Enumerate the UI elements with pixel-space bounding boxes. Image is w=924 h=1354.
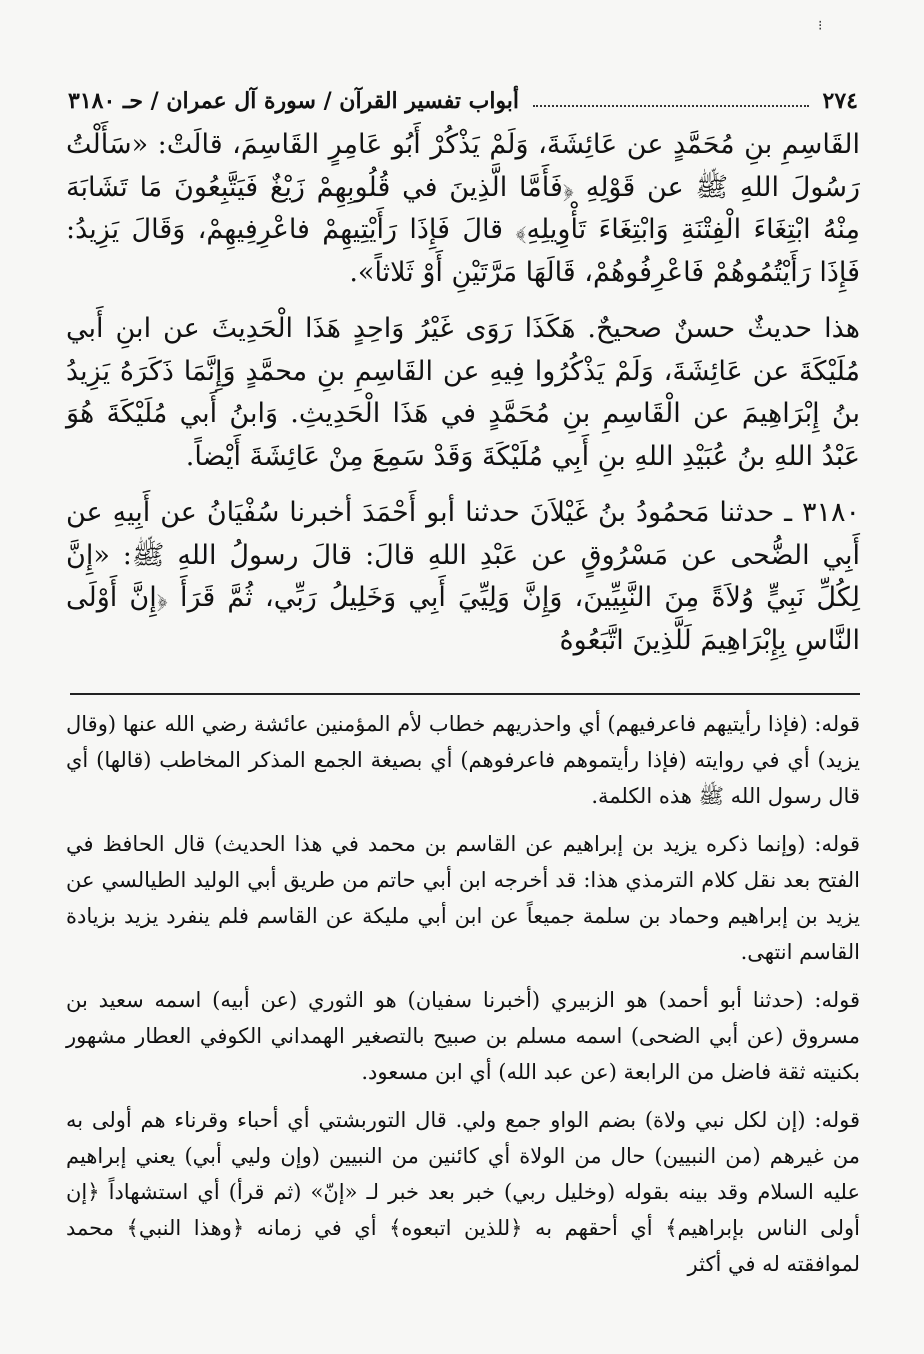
hadith-paragraph: هذا حديثٌ حسنٌ صحيحٌ. هَكَذَا رَوَى غَيْرُ وَاحِدٍ هَذَا الْحَدِيثَ عن ابنِ أَبي مُلَيْكَةَ عن عَائِشَةَ، وَلَمْ يَذْكُرُوا فِيهِ عن القَاسِمِ بنِ محمَّدٍ وَإِنَّمَا ذَكَرَهُ يَزِيدُ بنُ إِبْرَاهِيمَ عن الْقَاسِمِ بنِ مُحَمَّدٍ في هَذَا الْحَدِيثِ. وَابنُ أَبي مُلَيْكَةَ هُوَ عَبْدُ اللهِ بنُ عُبَيْدِ اللهِ بنِ أَبِي مُلَيْكَةَ وَقَدْ سَمِعَ مِنْ عَائِشَةَ أَيْضاً. <box>66 313 860 472</box>
running-header <box>68 84 858 118</box>
footnote-separator <box>70 693 860 695</box>
hadith-paragraph: القَاسِمِ بنِ مُحَمَّدٍ عن عَائِشَةَ، وَلَمْ يَذْكُرْ أَبُو عَامِرٍ القَاسِمَ، قالَتْ: «سَأَلْتُ رَسُولَ اللهِ ﷺ عن قَوْلِهِ ﴿فَأَمَّا الَّذِينَ في قُلُوبِهِمْ زَيْغٌ فَيَتَّبِعُونَ مَا تَشَابَهَ مِنْهُ ابْتِغَاءَ الْفِتْنَةِ وَابْتِغَاءَ تَأْوِيلِهِ﴾ قالَ فَإِذَا رَأَيْتِيهِمْ فاعْرِفِيهِمْ، وَقَالَ يَزِيدُ: فَإِذَا رَأَيْتُمُوهُمْ فَاعْرِفُوهُمْ، قَالَهَا مَرَّتَيْنِ أَوْ ثَلاثاً». <box>66 129 860 288</box>
header-dotted-leader <box>533 105 809 107</box>
commentary-note: قوله: (فإذا رأيتيهم فاعرفيهم) أي واحذريهم خطاب لأم المؤمنين عائشة رضي الله عنها (وقال يزيد) أي في روايته (فإذا رأيتموهم فاعرفوهم) أي بصيغة الجمع المذكر المخاطب (قالها) أي قال رسول الله ﷺ هذه الكلمة. <box>66 712 860 808</box>
running-title: أبواب تفسير القرآن / سورة آل عمران / حـ ٣١٨٠ <box>68 88 520 114</box>
commentary-note: قوله: (حدثنا أبو أحمد) هو الزبيري (أخبرنا سفيان) هو الثوري (عن أبيه) اسمه سعيد بن مسروق (عن أبي الضحى) اسمه مسلم بن صبيح بالتصغير الهمداني الكوفي العطار مشهور بكنيته ثقة فاضل من الرابعة (عن عبد الله) أي ابن مسعود. <box>66 988 860 1084</box>
page-number: ٢٧٤ <box>822 88 858 114</box>
page-corner-mark: ⁝ <box>818 18 823 34</box>
commentary-note: قوله: (إن لكل نبي ولاة) بضم الواو جمع ولي. قال التوربشتي أي أحباء وقرناء هم أولى به من غيرهم (من النبيين) حال من الولاة أي كائنين من النبيين (وإن وليي أبي) يعني إبراهيم عليه السلام وقد بينه بقوله (وخليل ربي) خبر بعد خبر لـ «إنّ» (ثم قرأ) أي استشهاداً ﴿إن أولى الناس بإبراهيم﴾ أي أحقهم به ﴿للذين اتبعوه﴾ أي في زمانه ﴿وهذا النبي﴾ محمد لموافقته له في أكثر <box>66 1108 860 1276</box>
commentary-note: قوله: (وإنما ذكره يزيد بن إبراهيم عن القاسم بن محمد في هذا الحديث) قال الحافظ في الفتح بعد نقل كلام الترمذي هذا: قد أخرجه ابن أبي حاتم من طريق أبي الوليد الطيالسي عن يزيد بن إبراهيم وحماد بن سلمة جميعاً عن ابن أبي مليكة عن القاسم فلم ينفرد يزيد بزيادة القاسم انتهى. <box>66 832 860 964</box>
hadith-text <box>66 124 860 676</box>
hadith-paragraph: ٣١٨٠ ـ حدثنا مَحمُودُ بنُ غَيْلاَنَ حدثنا أبو أَحْمَدَ أخبرنا سُفْيَانُ عن أَبِيهِ عن أَبِي الضُّحى عن مَسْرُوقٍ عن عَبْدِ اللهِ قالَ: قالَ رسولُ اللهِ ﷺ: «إِنَّ لِكُلِّ نَبِيٍّ وُلاَةً مِنَ النَّبِيِّينَ، وَإِنَّ وَلِيِّيَ أَبِي وَخَلِيلُ رَبِّي، ثُمَّ قَرَأَ ﴿إِنَّ أَوْلَى النَّاسِ بِإِبْرَاهِيمَ لَلَّذِينَ اتَّبَعُوهُ <box>66 497 860 656</box>
commentary-notes <box>66 706 860 1294</box>
